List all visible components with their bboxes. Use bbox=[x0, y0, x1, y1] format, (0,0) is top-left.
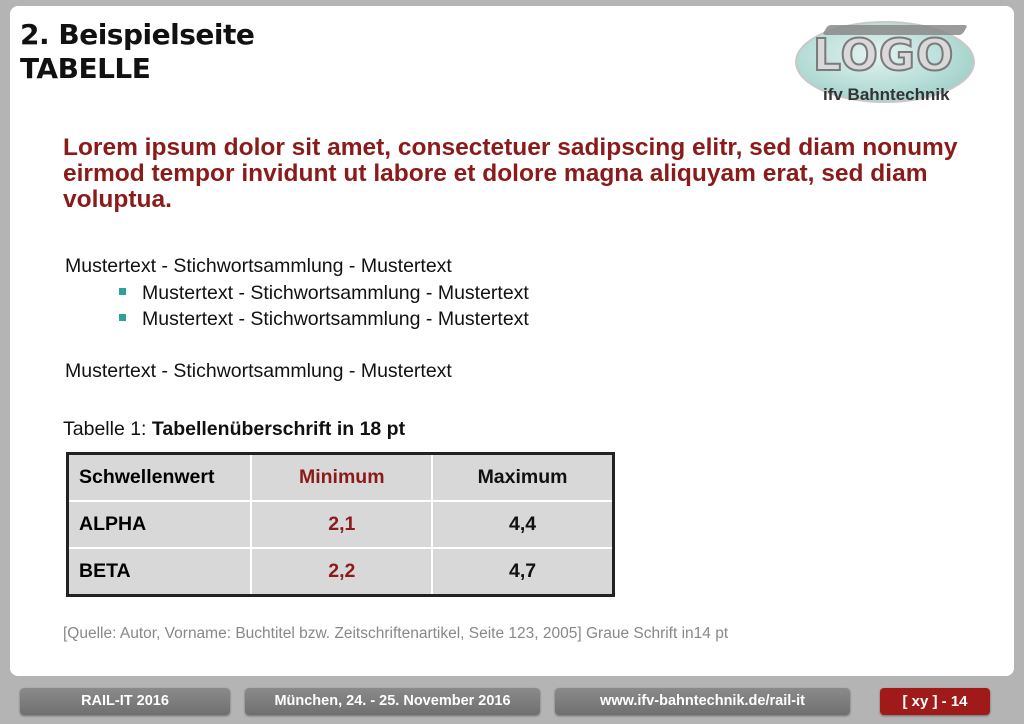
header-cell: Minimum bbox=[251, 454, 432, 502]
header-cell: Maximum bbox=[432, 454, 613, 502]
body-line-1: Mustertext - Stichwortsammlung - Mustertext bbox=[65, 255, 452, 277]
table-cell: 4,7 bbox=[432, 548, 613, 596]
table-cell: 2,1 bbox=[251, 501, 432, 548]
page-title bbox=[20, 18, 254, 86]
table-caption bbox=[63, 418, 405, 441]
footer-url-link[interactable]: www.ifv-bahntechnik.de/rail-it bbox=[555, 688, 850, 715]
bullet-item bbox=[119, 308, 529, 331]
logo bbox=[795, 15, 975, 105]
bullet-label: Mustertext - Stichwortsammlung - Mustertext bbox=[142, 282, 529, 304]
caption-prefix: Tabelle 1: bbox=[63, 418, 152, 440]
page-number: [ xy ] - 14 bbox=[880, 688, 990, 715]
header-cell: Schwellenwert bbox=[68, 454, 252, 502]
footer-event: RAIL-IT 2016 bbox=[20, 688, 230, 715]
table-cell: ALPHA bbox=[68, 501, 252, 548]
title-line-2: TABELLE bbox=[20, 52, 151, 85]
table-cell: BETA bbox=[68, 548, 252, 596]
title-line-1: 2. Beispielseite bbox=[20, 18, 255, 51]
source-note: [Quelle: Autor, Vorname: Buchtitel bzw. Zeitschriftenartikel, Seite 123, 2005] Graue Schrift in14 pt bbox=[63, 625, 729, 642]
footer-location-date: München, 24. - 25. November 2016 bbox=[245, 688, 540, 715]
table-cell: 2,2 bbox=[251, 548, 432, 596]
table-cell: 4,4 bbox=[432, 501, 613, 548]
table-row bbox=[68, 501, 614, 548]
bullet-square-icon bbox=[119, 314, 126, 321]
caption-title: Tabellenüberschrift in 18 pt bbox=[151, 418, 406, 440]
table-row bbox=[68, 548, 614, 596]
bullet-item bbox=[119, 282, 529, 305]
lead-paragraph: Lorem ipsum dolor sit amet, consectetuer sadipscing elitr, sed diam nonumy eirmod tempor invidunt ut labore et dolore magna aliquyam erat, sed diam voluptua. bbox=[63, 134, 958, 213]
logo-text: LOGO bbox=[813, 30, 955, 81]
bullet-square-icon bbox=[119, 288, 126, 295]
data-table bbox=[66, 452, 615, 597]
table-header-row bbox=[68, 454, 614, 502]
body-line-2: Mustertext - Stichwortsammlung - Mustertext bbox=[65, 360, 452, 382]
bullet-label: Mustertext - Stichwortsammlung - Mustertext bbox=[142, 308, 529, 330]
logo-subtext: ifv Bahntechnik bbox=[823, 85, 950, 104]
